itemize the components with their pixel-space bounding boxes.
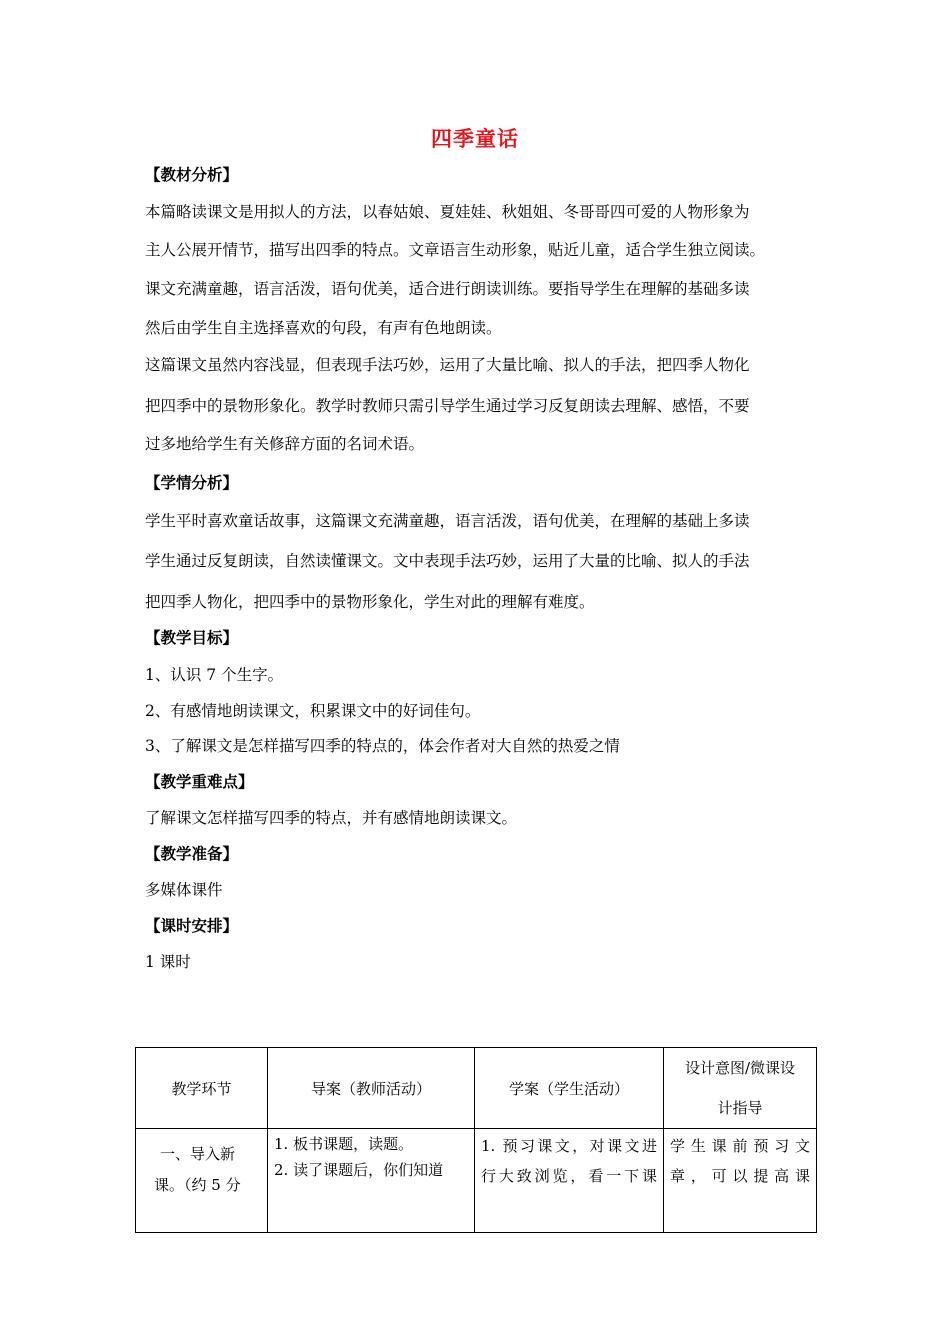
prep-text: 多媒体课件 — [145, 881, 223, 899]
paragraph-line: 过多地给学生有关修辞方面的名词术语。 — [145, 435, 425, 453]
section-heading-analysis: 【教材分析】 — [145, 165, 239, 184]
section-heading-goals: 【教学目标】 — [145, 628, 239, 647]
table-row — [136, 1129, 817, 1233]
section-heading-prep: 【教学准备】 — [145, 844, 239, 863]
paragraph-line: 课文充满童趣，语言活泼，语句优美，适合进行朗读训练。要指导学生在理解的基础多读 — [145, 280, 750, 298]
paragraph-line: 把四季中的景物形象化。教学时教师只需引导学生通过学习反复朗读去理解、感悟，不要 — [145, 397, 750, 415]
header-cell-student: 学案（学生活动） — [475, 1048, 664, 1129]
lesson-plan-table — [135, 1047, 817, 1233]
section-heading-student: 【学情分析】 — [145, 473, 239, 492]
header-cell-stage: 教学环节 — [136, 1048, 268, 1129]
goal-item: 2、有感情地朗读课文，积累课文中的好词佳句。 — [145, 702, 481, 720]
paragraph-line: 主人公展开情节，描写出四季的特点。文章语言生动形象，贴近儿童，适合学生独立阅读。 — [145, 241, 766, 259]
paragraph-line: 本篇略读课文是用拟人的方法，以春姑娘、夏娃娃、秋姐姐、冬哥哥四可爱的人物形象为 — [145, 203, 750, 221]
goal-item: 1、认识 7 个生字。 — [145, 666, 284, 684]
paragraph-line: 学生平时喜欢童话故事，这篇课文充满童趣，语言活泼，语句优美，在理解的基础上多读 — [145, 512, 750, 530]
section-heading-time: 【课时安排】 — [145, 916, 239, 935]
section-heading-key: 【教学重难点】 — [145, 772, 254, 791]
cell-teacher: 1. 板书课题，读题。 2. 读了课题后，你们知道 — [268, 1129, 475, 1233]
page-title: 四季童话 — [431, 126, 519, 151]
table-header-row — [136, 1048, 817, 1129]
goal-item: 3、了解课文是怎样描写四季的特点的，体会作者对大自然的热爱之情 — [145, 737, 620, 755]
cell-stage: 一、导入新 课。（约 5 分 — [136, 1129, 268, 1233]
paragraph-line: 这篇课文虽然内容浅显，但表现手法巧妙，运用了大量比喻、拟人的手法，把四季人物化 — [145, 356, 750, 374]
cell-intent: 学生课前预习文 章，可以提高课 — [664, 1129, 817, 1233]
header-cell-intent: 设计意图/微课设 计指导 — [664, 1048, 817, 1129]
time-text: 1 课时 — [145, 953, 191, 971]
paragraph-line: 然后由学生自主选择喜欢的句段，有声有色地朗读。 — [145, 319, 502, 337]
paragraph-line: 学生通过反复朗读，自然读懂课文。文中表现手法巧妙，运用了大量的比喻、拟人的手法 — [145, 552, 750, 570]
key-text: 了解课文怎样描写四季的特点，并有感情地朗读课文。 — [145, 809, 518, 827]
paragraph-line: 把四季人物化，把四季中的景物形象化，学生对此的理解有难度。 — [145, 593, 595, 611]
cell-student: 1. 预习课文，对课文进 行大致浏览，看一下课 — [475, 1129, 664, 1233]
header-cell-teacher: 导案（教师活动） — [268, 1048, 475, 1129]
